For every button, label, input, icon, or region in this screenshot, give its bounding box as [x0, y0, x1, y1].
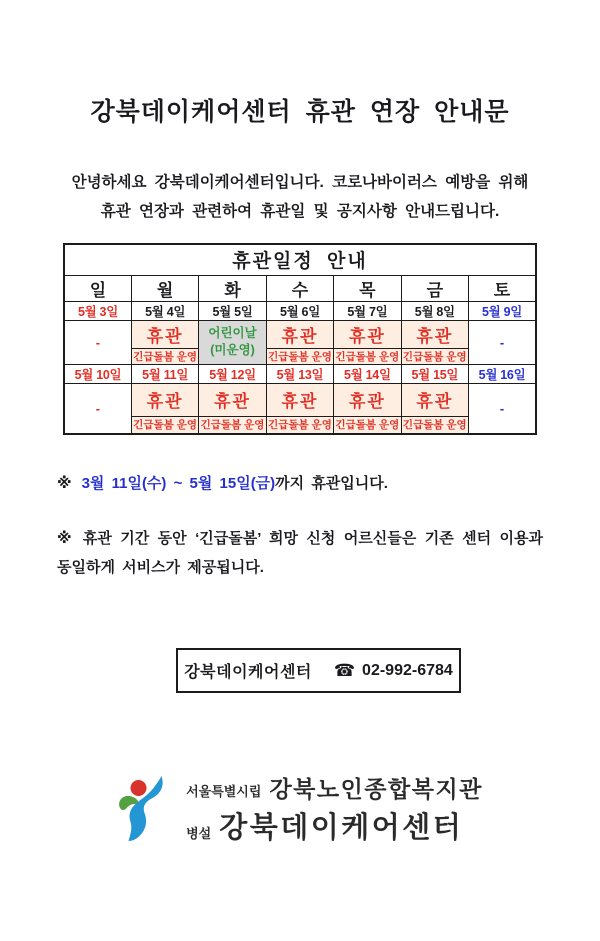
branch-prefix: 병설	[186, 826, 212, 841]
seoul-city-logo-icon	[117, 776, 174, 842]
notice-document	[0, 92, 600, 941]
emergency-care-cell: 긴급돌봄 운영	[131, 416, 198, 434]
emergency-care-cell: 긴급돌봄 운영	[266, 416, 333, 434]
holiday-name: 어린이날	[208, 326, 257, 340]
dash-cell: -	[469, 383, 536, 434]
emergency-care-cell: 긴급돌봄 운영	[401, 416, 468, 434]
date-cell: 5월 13일	[266, 364, 333, 383]
date-cell: 5월 4일	[131, 301, 198, 320]
table-title: 휴관일정 안내	[64, 244, 536, 275]
emergency-care-cell: 긴급돌봄 운영	[199, 416, 266, 434]
closed-cell: 휴관	[266, 320, 333, 348]
page-title: 강북데이케어센터 휴관 연장 안내문	[90, 98, 510, 126]
contact-box	[176, 648, 461, 693]
reference-mark: ※	[57, 530, 73, 547]
intro-line-2: 휴관 연장과 관련하여 휴관일 및 공지사항 안내드립니다.	[100, 203, 500, 220]
intro-line-1: 안녕하세요 강북데이케어센터입니다. 코로나바이러스 예방을 위해	[71, 174, 529, 191]
affiliation-name: 강북노인종합복지관	[269, 776, 483, 802]
emergency-care-text: 휴관 기간 동안 ‘긴급돌봄’ 희망 신청 어르신들은 기존 센터 이용과 동일하게 서비스가 제공됩니다.	[57, 530, 543, 576]
day-header-fri: 금	[401, 275, 468, 301]
holiday-cell	[199, 320, 266, 364]
date-cell: 5월 14일	[334, 364, 401, 383]
closure-period-rest: 까지 휴관입니다.	[275, 475, 388, 492]
logo-branch	[186, 805, 483, 846]
closed-cell: 휴관	[334, 320, 401, 348]
org-logo	[0, 771, 600, 846]
emergency-care-cell: 긴급돌봄 운영	[334, 348, 401, 364]
logo-text	[186, 771, 483, 846]
day-header-mon: 월	[131, 275, 198, 301]
note-closure-period	[57, 469, 543, 498]
date-cell: 5월 16일	[469, 364, 536, 383]
day-header-wed: 수	[266, 275, 333, 301]
day-header-thu: 목	[334, 275, 401, 301]
closed-cell: 휴관	[266, 383, 333, 416]
closure-schedule-table	[63, 243, 537, 435]
emergency-care-cell: 긴급돌봄 운영	[334, 416, 401, 434]
phone-number: 02-992-6784	[362, 661, 453, 679]
date-cell: 5월 11일	[131, 364, 198, 383]
intro-text	[0, 168, 600, 226]
closed-cell: 휴관	[199, 383, 266, 416]
emergency-care-cell: 긴급돌봄 운영	[401, 348, 468, 364]
date-cell: 5월 9일	[469, 301, 536, 320]
closed-cell: 휴관	[131, 383, 198, 416]
phone-icon: ☎	[333, 660, 356, 680]
day-header-sun: 일	[64, 275, 131, 301]
day-header-sat: 토	[469, 275, 536, 301]
emergency-care-cell: 긴급돌봄 운영	[131, 348, 198, 364]
logo-affiliation	[186, 771, 483, 804]
affiliation-prefix: 서울특별시립	[186, 784, 262, 799]
date-cell: 5월 8일	[401, 301, 468, 320]
date-cell: 5월 15일	[401, 364, 468, 383]
holiday-status: (미운영)	[210, 343, 255, 357]
closed-cell: 휴관	[401, 383, 468, 416]
date-cell: 5월 6일	[266, 301, 333, 320]
dash-cell: -	[64, 320, 131, 364]
note-emergency-care	[57, 524, 543, 582]
date-cell: 5월 5일	[199, 301, 266, 320]
closed-cell: 휴관	[131, 320, 198, 348]
dash-cell: -	[64, 383, 131, 434]
dash-cell: -	[469, 320, 536, 364]
emergency-care-cell: 긴급돌봄 운영	[266, 348, 333, 364]
branch-name: 강북데이케어센터	[219, 812, 464, 844]
center-name: 강북데이케어센터	[184, 664, 312, 681]
closed-cell: 휴관	[401, 320, 468, 348]
closed-cell: 휴관	[334, 383, 401, 416]
date-cell: 5월 7일	[334, 301, 401, 320]
day-header-tue: 화	[199, 275, 266, 301]
closure-period-dates: 3월 11일(수) ~ 5월 15일(금)	[81, 475, 276, 492]
date-cell: 5월 10일	[64, 364, 131, 383]
reference-mark: ※	[57, 475, 72, 492]
date-cell: 5월 3일	[64, 301, 131, 320]
date-cell: 5월 12일	[199, 364, 266, 383]
